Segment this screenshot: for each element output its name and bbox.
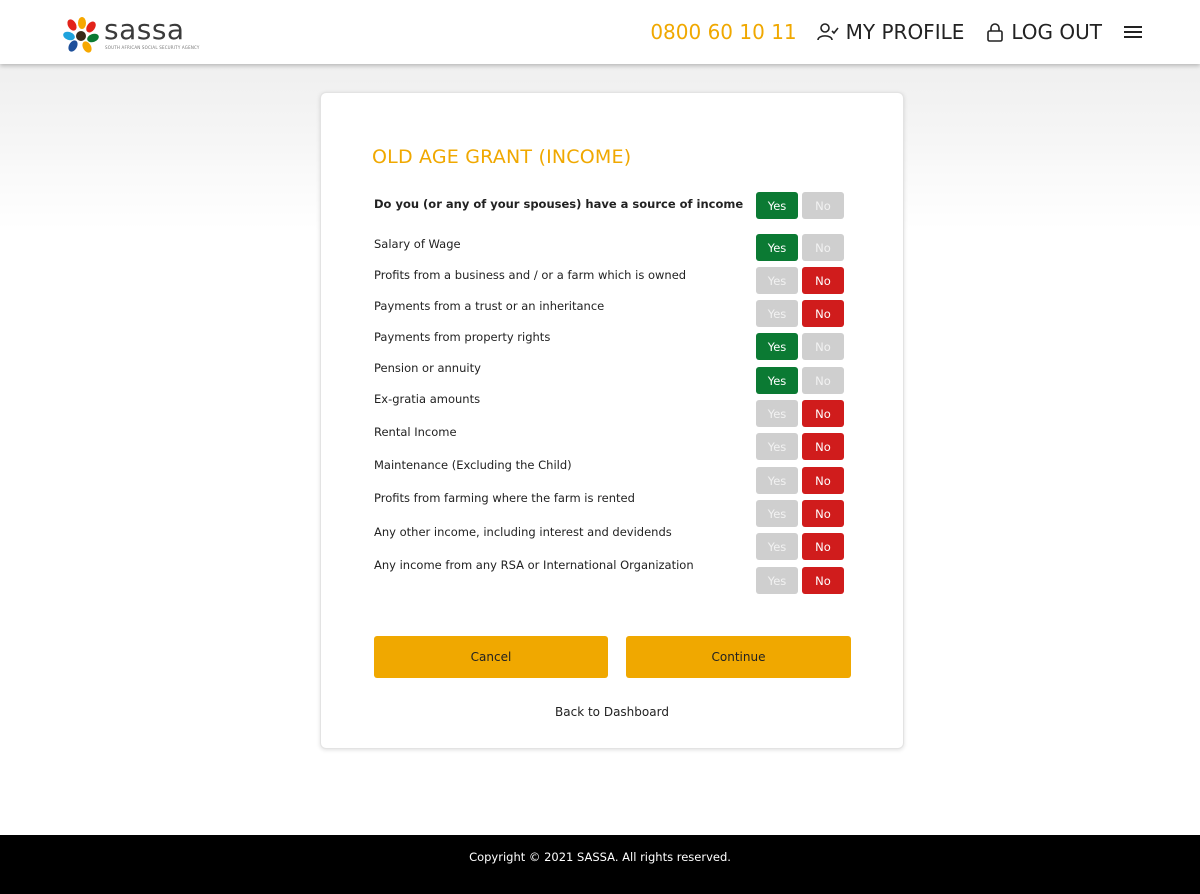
- no-button[interactable]: No: [802, 300, 844, 327]
- income-source-label: Pension or annuity: [374, 361, 481, 375]
- income-source-label: Payments from a trust or an inheritance: [374, 299, 605, 313]
- cancel-button[interactable]: Cancel: [374, 636, 608, 678]
- my-profile-link[interactable]: [817, 20, 965, 44]
- yes-no-toggle: [756, 467, 846, 494]
- back-to-dashboard-link[interactable]: Back to Dashboard: [555, 705, 669, 719]
- yes-no-toggle: [756, 234, 846, 261]
- main-income-question: Do you (or any of your spouses) have a source of income: [374, 197, 744, 211]
- hamburger-menu-icon[interactable]: [1124, 25, 1142, 39]
- yes-button[interactable]: Yes: [756, 567, 798, 594]
- no-button[interactable]: No: [802, 467, 844, 494]
- yes-no-toggle: [756, 400, 846, 427]
- income-source-label: Any income from any RSA or International Organization: [374, 558, 694, 572]
- yes-button[interactable]: Yes: [756, 192, 798, 219]
- logout-link[interactable]: [986, 20, 1102, 44]
- yes-no-toggle: [756, 192, 846, 219]
- yes-button[interactable]: Yes: [756, 533, 798, 560]
- no-button[interactable]: No: [802, 234, 844, 261]
- my-profile-label: MY PROFILE: [845, 20, 965, 44]
- logo-text: sassa: [104, 13, 185, 46]
- income-source-label: Maintenance (Excluding the Child): [374, 458, 572, 472]
- logout-label: LOG OUT: [1011, 20, 1102, 44]
- yes-no-toggle: [756, 333, 846, 360]
- user-check-icon: [817, 22, 839, 42]
- income-source-label: Salary of Wage: [374, 237, 461, 251]
- yes-no-toggle: [756, 567, 846, 594]
- sassa-hands-logo-icon: [62, 17, 100, 53]
- copyright-text: Copyright © 2021 SASSA. All rights reserved.: [469, 850, 731, 864]
- header-nav: [650, 18, 1142, 46]
- lock-icon: [986, 22, 1004, 42]
- yes-button[interactable]: Yes: [756, 400, 798, 427]
- helpline-phone-link[interactable]: 0800 60 10 11: [650, 20, 797, 44]
- no-button[interactable]: No: [802, 400, 844, 427]
- income-source-label: Payments from property rights: [374, 330, 551, 344]
- yes-button[interactable]: Yes: [756, 300, 798, 327]
- no-button[interactable]: No: [802, 533, 844, 560]
- page-title: OLD AGE GRANT (INCOME): [372, 146, 632, 168]
- yes-button[interactable]: Yes: [756, 234, 798, 261]
- no-button[interactable]: No: [802, 333, 844, 360]
- no-button[interactable]: No: [802, 192, 844, 219]
- yes-no-toggle: [756, 533, 846, 560]
- income-source-label: Profits from a business and / or a farm which is owned: [374, 268, 687, 282]
- income-source-label: Profits from farming where the farm is rented: [374, 491, 635, 505]
- sassa-logo[interactable]: [62, 13, 200, 53]
- income-form-card: [320, 92, 904, 749]
- no-button[interactable]: No: [802, 433, 844, 460]
- yes-button[interactable]: Yes: [756, 500, 798, 527]
- continue-button[interactable]: Continue: [626, 636, 851, 678]
- income-source-label: Any other income, including interest and devidends: [374, 525, 672, 539]
- income-source-label: Rental Income: [374, 425, 457, 439]
- no-button[interactable]: No: [802, 367, 844, 394]
- top-header: [0, 0, 1200, 64]
- yes-no-toggle: [756, 267, 846, 294]
- yes-button[interactable]: Yes: [756, 267, 798, 294]
- yes-no-toggle: [756, 500, 846, 527]
- logo-tagline: SOUTH AFRICAN SOCIAL SECURITY AGENCY: [105, 45, 200, 50]
- yes-no-toggle: [756, 300, 846, 327]
- yes-button[interactable]: Yes: [756, 333, 798, 360]
- yes-no-toggle: [756, 367, 846, 394]
- no-button[interactable]: No: [802, 500, 844, 527]
- no-button[interactable]: No: [802, 567, 844, 594]
- income-source-label: Ex-gratia amounts: [374, 392, 481, 406]
- yes-button[interactable]: Yes: [756, 467, 798, 494]
- yes-button[interactable]: Yes: [756, 433, 798, 460]
- no-button[interactable]: No: [802, 267, 844, 294]
- yes-no-toggle: [756, 433, 846, 460]
- footer: [0, 835, 1200, 894]
- yes-button[interactable]: Yes: [756, 367, 798, 394]
